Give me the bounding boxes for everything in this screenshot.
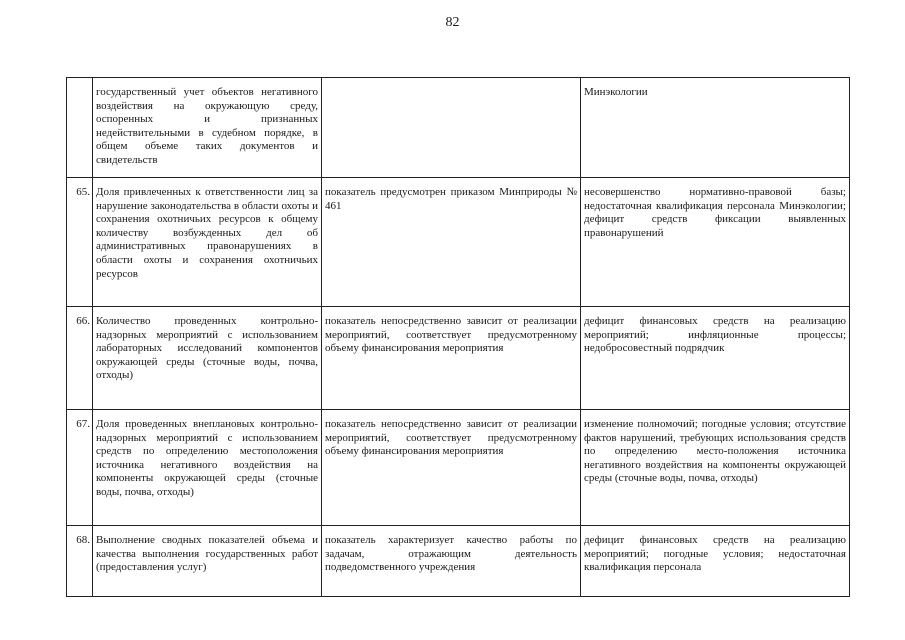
- indicator-cell: Количество проведенных контрольно-надзорных мероприятий с использованием лабораторных исследований компонентов окружающей среды (сточные воды, почва, отходы): [93, 307, 322, 410]
- source-cell: показатель непосредственно зависит от реализации мероприятий, соответствует предусмотренному объему финансирования мероприятия: [322, 307, 581, 410]
- table-row: [67, 410, 850, 526]
- row-number-cell: 68.: [67, 526, 93, 597]
- row-number-cell: 65.: [67, 178, 93, 307]
- table-row: [67, 78, 850, 178]
- table-row: [67, 307, 850, 410]
- source-cell: показатель характеризует качество работы по задачам, отражающим деятельность подведомственного учреждения: [322, 526, 581, 597]
- source-cell: показатель непосредственно зависит от реализации мероприятий, соответствует предусмотренному объему финансирования мероприятия: [322, 410, 581, 526]
- risks-cell: Минэкологии: [581, 78, 850, 178]
- page-number: 82: [445, 15, 460, 30]
- indicator-cell: Доля привлеченных к ответственности лиц за нарушение законодательства в области охоты и сохранения охотничьих ресурсов к общему количеству возбужденных дел об административных правонарушениях в области охоты и сохранения охотничьих ресурсов: [93, 178, 322, 307]
- indicator-cell: Доля проведенных внеплановых контрольно-надзорных мероприятий с использованием средств по определению местоположения источника негативного воздействия на компоненты окружающей среды (сточные воды, почва, отходы): [93, 410, 322, 526]
- row-number-cell: [67, 78, 93, 178]
- risks-cell: изменение полномочий; погодные условия; отсутствие фактов нарушений, требующих использования средств по определению место-положения источника негативного воздействия на компоненты окружающей среды (сточные воды, почва, отходы): [581, 410, 850, 526]
- table-row: [67, 526, 850, 597]
- table-row: [67, 178, 850, 307]
- indicator-cell: государственный учет объектов негативного воздействия на окружающую среду, оспоренных и признанных недействительными в судебном порядке, в общем объеме таких документов и свидетельств: [93, 78, 322, 178]
- indicator-cell: Выполнение сводных показателей объема и качества выполнения государственных работ (предоставления услуг): [93, 526, 322, 597]
- risks-cell: дефицит финансовых средств на реализацию мероприятий; инфляционные процессы; недобросовестный подрядчик: [581, 307, 850, 410]
- indicators-table: [66, 77, 850, 597]
- risks-cell: дефицит финансовых средств на реализацию мероприятий; погодные условия; недостаточная квалификация персонала: [581, 526, 850, 597]
- risks-cell: несовершенство нормативно-правовой базы; недостаточная квалификация персонала Минэкологии; дефицит средств фиксации выявленных правонарушений: [581, 178, 850, 307]
- source-cell: показатель предусмотрен приказом Минприроды № 461: [322, 178, 581, 307]
- row-number-cell: 66.: [67, 307, 93, 410]
- row-number-cell: 67.: [67, 410, 93, 526]
- source-cell: [322, 78, 581, 178]
